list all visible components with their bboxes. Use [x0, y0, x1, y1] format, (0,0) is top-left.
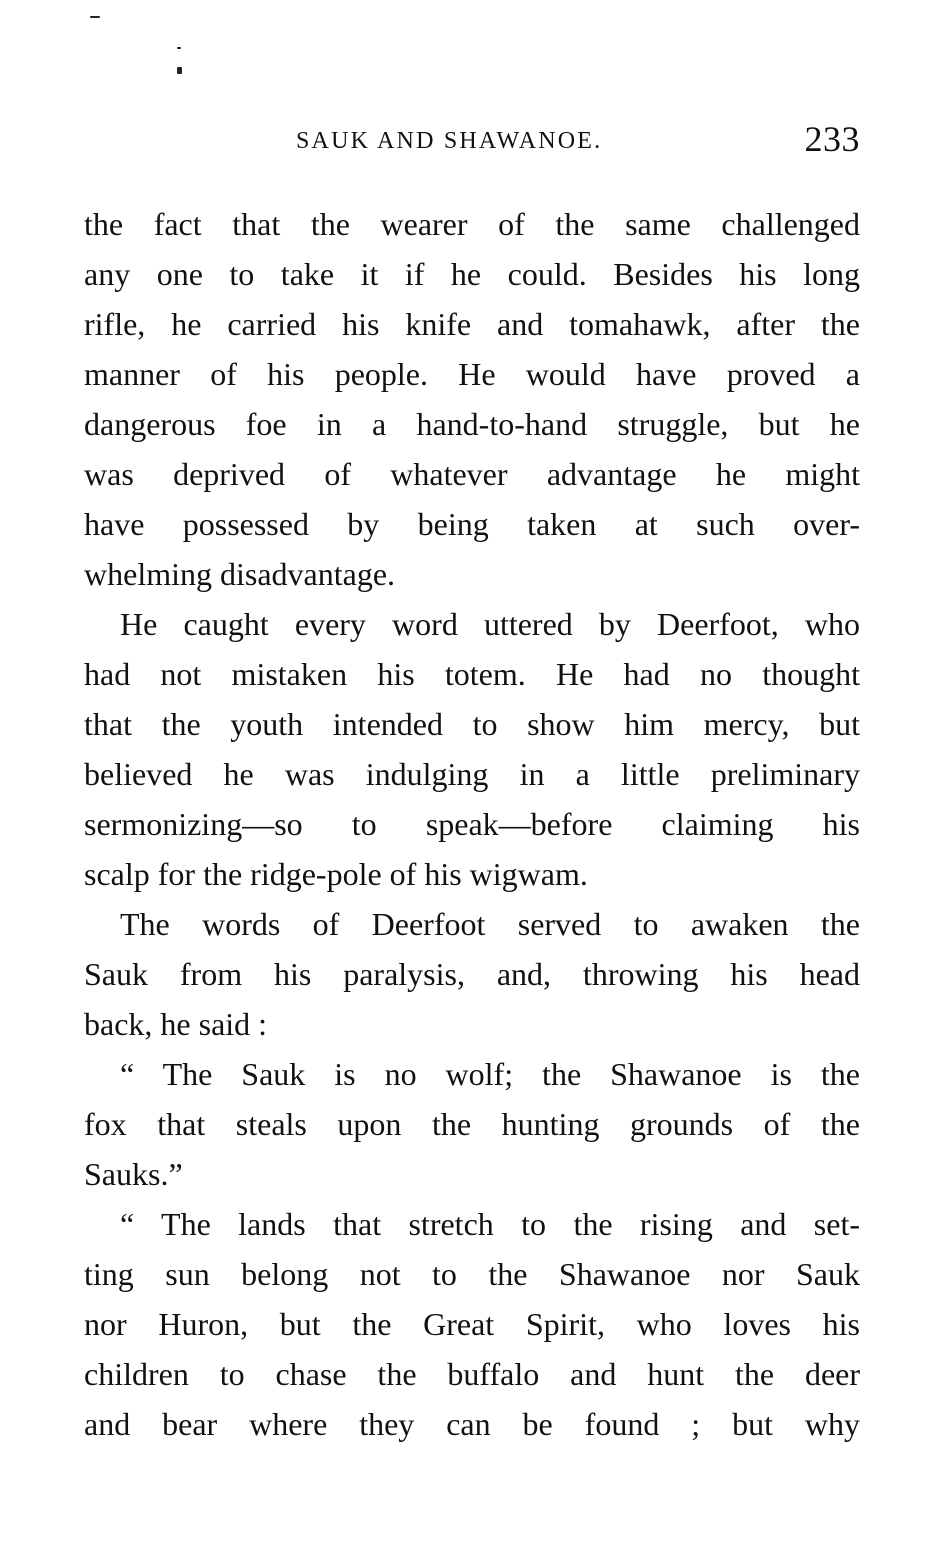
text-line: the fact that the wearer of the same challenged [84, 206, 860, 242]
text-line: that the youth intended to show him mercy, but [84, 706, 860, 742]
page-number: 233 [804, 119, 860, 159]
text-line: had not mistaken his totem. He had no thought [84, 656, 860, 692]
text-line: Sauk from his paralysis, and, throwing his head [84, 956, 860, 992]
text-line: He caught every word uttered by Deerfoot, who [120, 606, 860, 642]
text-line: believed he was indulging in a little preliminary [84, 756, 860, 792]
text-line: Sauks.” [84, 1156, 183, 1192]
text-line: rifle, he carried his knife and tomahawk, after the [84, 306, 860, 342]
text-line: dangerous foe in a hand-to-hand struggle, but he [84, 406, 860, 442]
text-line: sermonizing—so to speak—before claiming his [84, 806, 860, 842]
body-text [84, 199, 860, 1449]
text-line: fox that steals upon the hunting grounds of the [84, 1106, 860, 1142]
text-line: was deprived of whatever advantage he might [84, 456, 860, 492]
text-line: back, he said : [84, 1006, 268, 1042]
text-line: ting sun belong not to the Shawanoe nor Sauk [84, 1256, 860, 1292]
text-line: manner of his people. He would have proved a [84, 356, 860, 392]
text-line: any one to take it if he could. Besides his long [84, 256, 860, 292]
text-line: and bear where they can be found ; but why [84, 1406, 860, 1442]
text-line: have possessed by being taken at such over- [84, 506, 860, 542]
text-line: children to chase the buffalo and hunt the deer [84, 1356, 860, 1392]
running-title: SAUK AND SHAWANOE. [296, 128, 603, 154]
page-header [84, 118, 860, 162]
text-line: whelming disadvantage. [84, 556, 396, 592]
text-line: scalp for the ridge-pole of his wigwam. [84, 856, 588, 892]
scan-mark [177, 47, 181, 49]
text-line: The words of Deerfoot served to awaken the [120, 906, 860, 942]
text-line: “ The lands that stretch to the rising and set- [120, 1206, 860, 1242]
text-line: nor Huron, but the Great Spirit, who loves his [84, 1306, 860, 1342]
scan-mark [90, 16, 100, 18]
scan-mark [177, 67, 182, 74]
text-line: “ The Sauk is no wolf; the Shawanoe is the [120, 1056, 860, 1092]
